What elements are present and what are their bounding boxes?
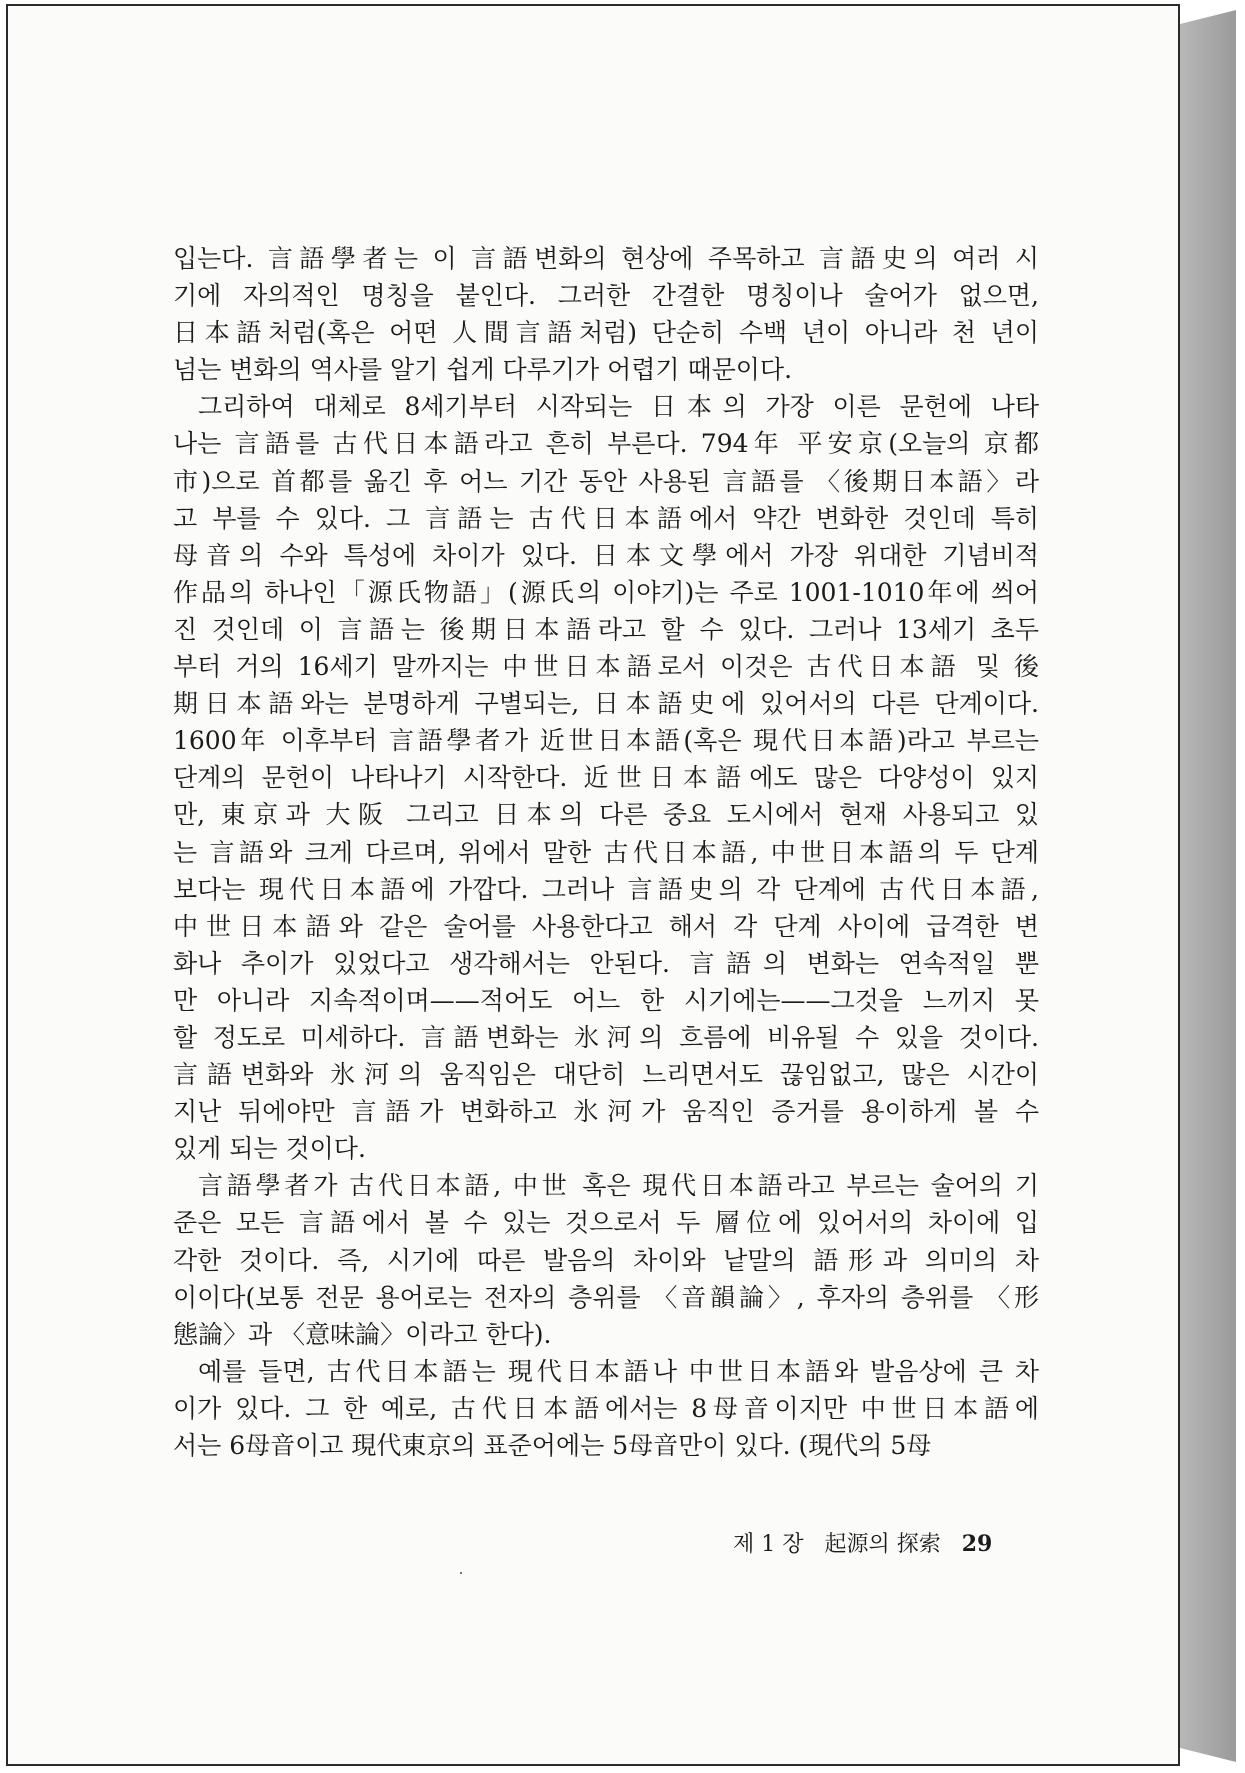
text-line: 態論〉과 〈意味論〉이라고 한다). xyxy=(173,1319,552,1349)
text-line: 中世日本語와 같은 술어를 사용한다고 해서 각 단계 사이에 급격한 변 xyxy=(173,911,1039,941)
text-line: 보다는 現代日本語에 가깝다. 그러나 言語史의 각 단계에 古代日本語, xyxy=(173,874,1039,904)
text-line: 만 아니라 지속적이며——적어도 어느 한 시기에는——그것을 느끼지 못 xyxy=(173,985,1039,1015)
text-line: 作品의 하나인「源氏物語」(源氏의 이야기)는 주로 1001-1010年에 씌어 xyxy=(173,577,1039,607)
text-line: 지난 뒤에야만 言語가 변화하고 氷河가 움직인 증거를 용이하게 볼 수 xyxy=(173,1097,1039,1127)
page-number: 29 xyxy=(961,1531,993,1557)
text-line: 서는 6母音이고 現代東京의 표준어에는 5母音만이 있다. (現代의 5母 xyxy=(173,1431,932,1460)
text-line: 日本語처럼(혹은 어떤 人間言語처럼) 단순히 수백 년이 아니라 천 년이 xyxy=(173,318,1039,348)
chapter-number: 제 1 장 xyxy=(733,1532,804,1557)
text-line: 입는다. 言語學者는 이 言語변화의 현상에 주목하고 言語史의 여러 시 xyxy=(173,244,1039,273)
text-line: 言語변화와 氷河의 움직임은 대단히 느리면서도 끊임없고, 많은 시간이 xyxy=(173,1060,1039,1090)
text-line: 이이다(보통 전문 용어로는 전자의 층위를 〈音韻論〉, 후자의 층위를 〈形 xyxy=(173,1282,1039,1312)
text-line: 言語學者가 古代日本語, 中世 혹은 現代日本語라고 부르는 술어의 기 xyxy=(198,1171,1039,1201)
book-page xyxy=(6,4,1180,1766)
text-line: 각한 것이다. 즉, 시기에 따른 발음의 차이와 낱말의 語形과 의미의 차 xyxy=(173,1245,1039,1275)
text-line: 고 부를 수 있다. 그 言語는 古代日本語에서 약간 변화한 것인데 특히 xyxy=(173,503,1039,533)
text-line: 단계의 문헌이 나타나기 시작한다. 近世日本語에도 많은 다양성이 있지 xyxy=(173,763,1039,793)
scan-speck xyxy=(460,1572,462,1574)
text-line: 기에 자의적인 명칭을 붙인다. 그러한 간결한 명칭이나 술어가 없으면, xyxy=(173,281,1039,311)
text-line: 나는 言語를 古代日本語라고 흔히 부른다. 794年 平安京(오늘의 京都 xyxy=(173,429,1039,459)
text-line: 있게 되는 것이다. xyxy=(173,1134,366,1164)
paragraph xyxy=(173,1353,1039,1464)
text-line: 그리하여 대체로 8세기부터 시작되는 日本의 가장 이른 문헌에 나타 xyxy=(198,392,1039,422)
paragraph xyxy=(173,1167,1039,1352)
text-line: 예를 들면, 古代日本語는 現代日本語나 中世日本語와 발음상에 큰 차 xyxy=(198,1356,1039,1386)
page-edge-shadow xyxy=(1180,10,1236,1762)
text-line: 넘는 변화의 역사를 알기 쉽게 다루기가 어렵기 때문이다. xyxy=(173,355,793,385)
text-line: 母音의 수와 특성에 차이가 있다. 日本文學에서 가장 위대한 기념비적 xyxy=(173,540,1039,570)
text-line: 市)으로 首都를 옮긴 후 어느 기간 동안 사용된 言語를 〈後期日本語〉라 xyxy=(173,466,1039,496)
text-line: 이가 있다. 그 한 예로, 古代日本語에서는 8母音이지만 中世日本語에 xyxy=(173,1393,1039,1423)
running-footer xyxy=(733,1527,1003,1558)
text-line: 준은 모든 言語에서 볼 수 있는 것으로서 두 層位에 있어서의 차이에 입 xyxy=(173,1208,1039,1238)
text-line: 만, 東京과 大阪 그리고 日本의 다른 중요 도시에서 현재 사용되고 있 xyxy=(173,800,1039,830)
text-line: 진 것인데 이 言語는 後期日本語라고 할 수 있다. 그러나 13세기 초두 xyxy=(173,614,1039,644)
text-line: 는 言語와 크게 다르며, 위에서 말한 古代日本語, 中世日本語의 두 단계 xyxy=(173,837,1039,867)
text-line: 할 정도로 미세하다. 言語변화는 氷河의 흐름에 비유될 수 있을 것이다. xyxy=(173,1022,1039,1052)
paragraph xyxy=(173,388,1039,1167)
text-line: 화나 추이가 있었다고 생각해서는 안된다. 言語의 변화는 연속적일 뿐 xyxy=(173,948,1039,978)
chapter-title: 起源의 探索 xyxy=(824,1532,941,1557)
paragraph xyxy=(173,240,1039,388)
text-line: 期日本語와는 분명하게 구별되는, 日本語史에 있어서의 다른 단계이다. xyxy=(173,689,1039,719)
text-line: 부터 거의 16세기 말까지는 中世日本語로서 이것은 古代日本語 및 後 xyxy=(173,652,1039,682)
text-line: 1600年 이후부터 言語學者가 近世日本語(혹은 現代日本語)라고 부르는 xyxy=(173,726,1039,756)
body-text xyxy=(173,240,1039,1464)
